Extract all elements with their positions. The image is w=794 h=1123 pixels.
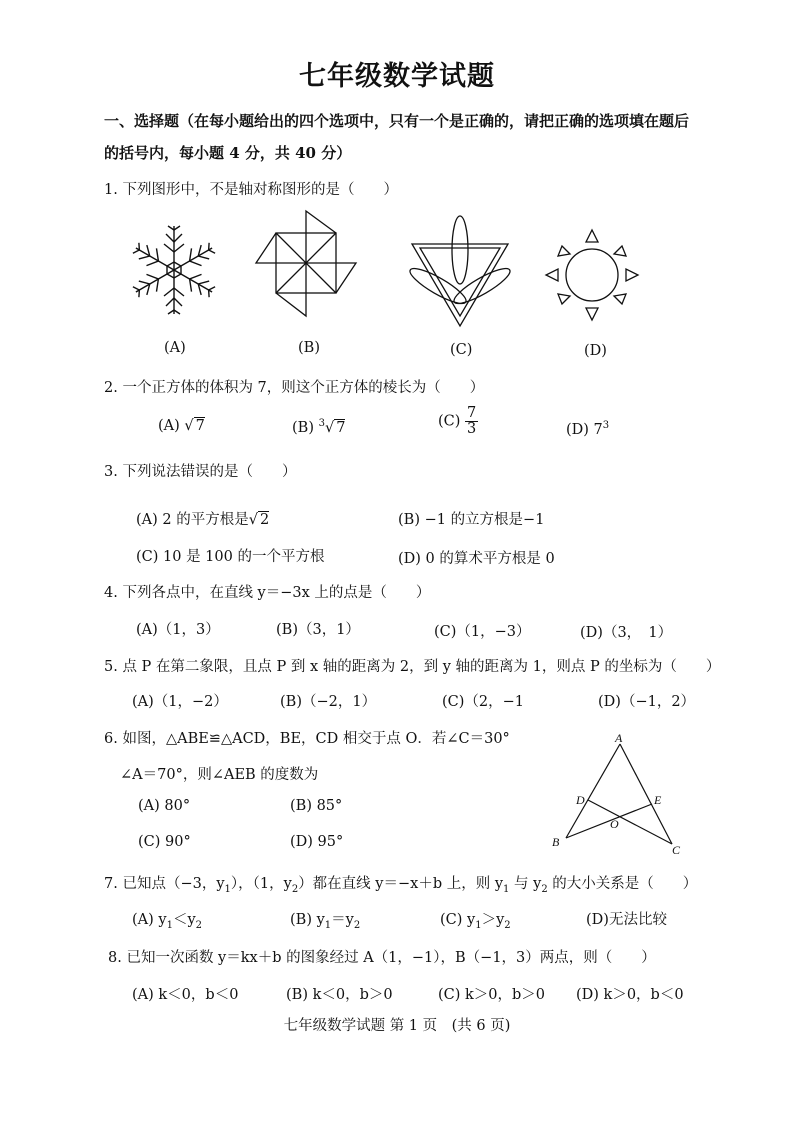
triangle-petals-figure <box>408 214 512 328</box>
q5-option-d: (D)（−1，2） <box>598 694 696 710</box>
q7-c-sub1: 1 <box>475 919 482 931</box>
q6-stem-line2: ∠A＝70°，则∠AEB 的度数为 <box>120 767 319 783</box>
q3-option-d: (D) 0 的算术平方根是 0 <box>398 551 555 567</box>
q2-option-a-radicand: 7 <box>195 418 205 434</box>
q7-stem-pre: 7. 已知点（−3，y <box>104 876 225 892</box>
page-footer: 七年级数学试题 第 1 页 (共 6 页) <box>283 1018 511 1034</box>
label-d: D <box>576 793 585 807</box>
q6-stem-line1: 6. 如图，△ABE≌△ACD，BE，CD 相交于点 O．若∠C＝30° <box>104 731 510 747</box>
q4-option-c: (C)（1，−3） <box>434 624 531 640</box>
q1-option-c: (C) <box>450 342 473 358</box>
q6-option-c: (C) 90° <box>138 834 191 850</box>
q1-option-b: (B) <box>298 340 320 356</box>
q6-option-a: (A) 80° <box>138 798 191 814</box>
q2-option-b-label: (B) <box>292 419 314 436</box>
q8-option-a: (A) k＜0，b＜0 <box>132 987 239 1003</box>
label-a: A <box>615 731 623 745</box>
q7-option-b <box>290 908 360 931</box>
q7-a-sub1: 1 <box>166 919 173 931</box>
q1-option-d: (D) <box>584 343 607 359</box>
q7-a-pre: (A) y <box>132 912 167 928</box>
q3-option-a-text: (A) 2 的平方根是 <box>136 512 249 528</box>
q2-option-b: (B) $^3$√ 7 <box>292 418 346 436</box>
q7-sub1b: 1 <box>503 883 510 895</box>
q3-option-c: (C) 10 是 100 的一个平方根 <box>136 549 325 565</box>
label-o: O <box>610 817 619 831</box>
label-e: E <box>654 793 662 807</box>
q5-stem: 5. 点 P 在第二象限，且点 P 到 x 轴的距离为 2，到 y 轴的距离为 1，则点 P 的坐标为（ ） <box>104 659 721 675</box>
q4-option-d: (D)（3， 1） <box>580 625 673 641</box>
q6-triangle-diagram <box>548 731 688 857</box>
q7-option-c <box>440 908 511 931</box>
edge-ac <box>620 744 672 844</box>
q2-option-d <box>566 420 609 438</box>
q7-stem-post: 的大小关系是（ ） <box>547 876 698 892</box>
q2-option-c-denominator: 3 <box>467 421 477 438</box>
q7-b-sub1: 1 <box>324 919 332 931</box>
q7-c-pre: (C) y <box>440 912 476 928</box>
q4-option-b: (B)（3，1） <box>276 622 360 638</box>
q7-stem-mid3: 与 y <box>509 876 542 892</box>
q7-option-a <box>132 908 202 931</box>
q3-option-a: (A) 2 的平方根是√ 2 <box>136 512 270 528</box>
snowflake-figure <box>124 220 224 320</box>
q7-stem <box>104 872 697 895</box>
q2-option-c-label: (C) <box>438 413 461 430</box>
q1-stem: 1. 下列图形中，不是轴对称图形的是（ ） <box>104 182 398 198</box>
q3-option-a-radicand: 2 <box>259 512 270 528</box>
q4-option-a: (A)（1，3） <box>136 622 220 638</box>
q7-stem-mid2: ）都在直线 y＝−x＋b 上，则 y <box>298 876 504 892</box>
q3-option-b: (B) −1 的立方根是−1 <box>398 512 545 528</box>
q2-stem: 2. 一个正方体的体积为 7，则这个正方体的棱长为（ ） <box>104 380 485 396</box>
section1-heading-line1: 一、选择题（在每小题给出的四个选项中，只有一个是正确的，请把正确的选项填在题后 <box>104 112 690 130</box>
q2-option-b-index: 3 <box>318 418 325 429</box>
label-b: B <box>552 835 560 849</box>
q2-option-c <box>438 406 478 437</box>
q2-option-d-label: (D) 7 <box>566 421 603 438</box>
q7-c-sub2: 2 <box>504 919 511 931</box>
pinwheel-figure <box>256 208 356 318</box>
q5-option-b: (B)（−2，1） <box>280 694 377 710</box>
q2-option-c-numerator: 7 <box>467 405 477 421</box>
q7-a-op: ＜y <box>172 912 196 928</box>
q8-stem: 8. 已知一次函数 y＝kx＋b 的图象经过 A（1，−1），B（−1，3）两点，则（ ） <box>108 950 656 966</box>
q4-stem: 4. 下列各点中，在直线 y＝−3x 上的点是（ ） <box>104 585 431 601</box>
q1-option-a: (A) <box>164 340 186 356</box>
q5-option-c: (C)（2，−1 <box>442 694 525 710</box>
q7-stem-mid1: ），（1，y <box>230 876 292 892</box>
q7-sub2b: 2 <box>541 883 548 895</box>
q7-sub2: 2 <box>291 883 299 895</box>
q2-option-b-radicand: 7 <box>336 419 346 436</box>
q6-option-b: (B) 85° <box>290 798 343 814</box>
label-c: C <box>672 843 681 857</box>
sun-figure <box>540 222 644 328</box>
page-title: 七年级数学试题 <box>299 61 495 92</box>
q7-b-pre: (B) y <box>290 912 325 928</box>
q6-option-d: (D) 95° <box>290 834 344 850</box>
q8-option-b: (B) k＜0，b＞0 <box>286 987 393 1003</box>
q8-option-c: (C) k＞0，b＞0 <box>438 987 546 1003</box>
section1-heading-line2: 的括号内，每小题 4 分，共 40 分） <box>104 144 352 162</box>
q2-option-a-label: (A) <box>158 418 180 434</box>
q3-stem: 3. 下列说法错误的是（ ） <box>104 464 297 480</box>
q5-option-a: (A)（1，−2） <box>132 694 228 710</box>
q7-a-sub2: 2 <box>195 919 203 931</box>
q7-c-op: ＞y <box>481 912 505 928</box>
q7-option-d: (D)无法比较 <box>586 912 667 928</box>
q7-sub1: 1 <box>224 883 231 895</box>
q8-option-d: (D) k＞0，b＜0 <box>576 987 684 1003</box>
q7-b-sub2: 2 <box>353 919 361 931</box>
q2-option-c-fraction <box>465 406 478 437</box>
edge-be <box>566 804 652 838</box>
q7-b-op: ＝y <box>331 912 354 928</box>
q2-option-d-exponent: 3 <box>602 420 610 431</box>
q2-option-a: (A) √ 7 <box>158 418 205 434</box>
